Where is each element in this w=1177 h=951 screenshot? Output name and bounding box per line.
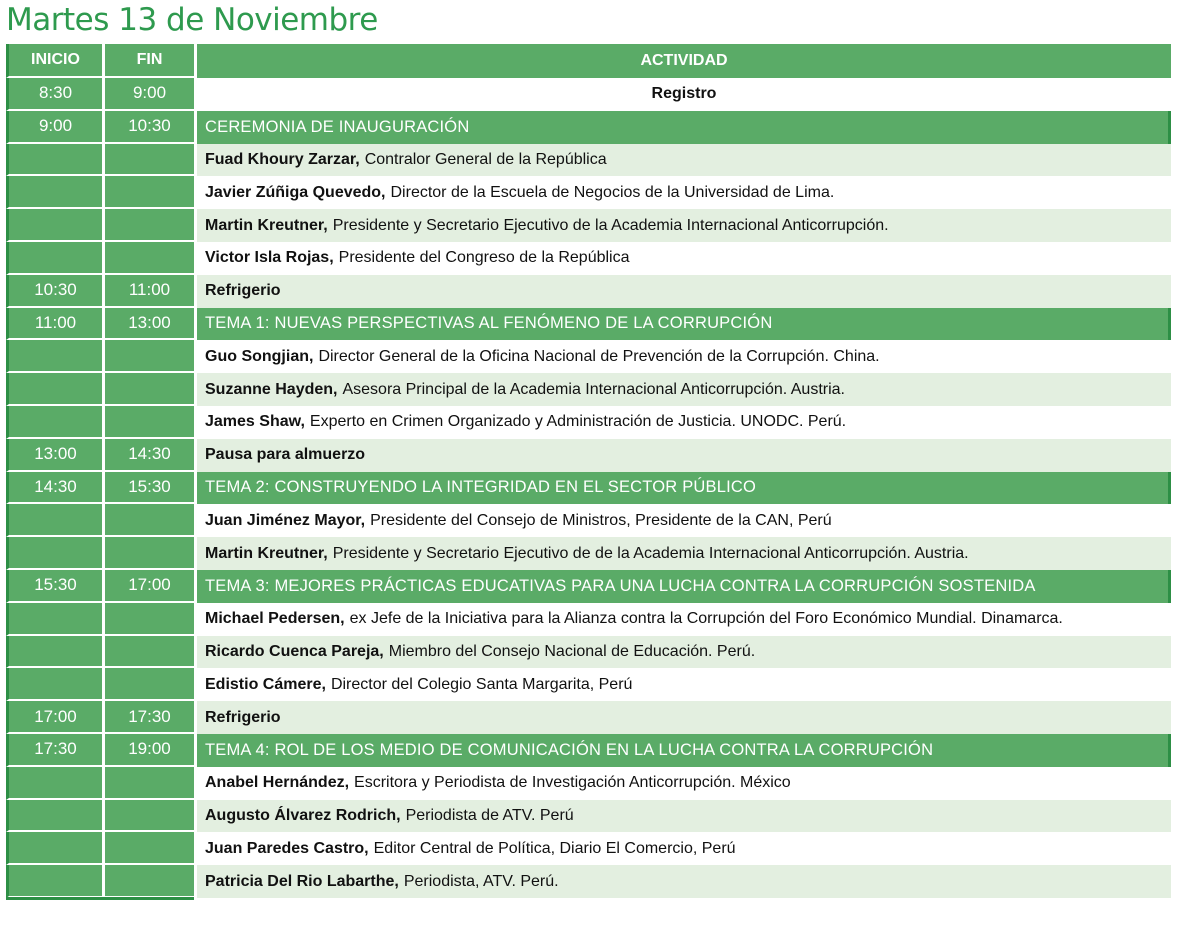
start-time: 8:30 — [6, 78, 102, 111]
speaker-row — [6, 340, 1171, 373]
activity-label: Refrigerio — [205, 708, 281, 726]
speaker-name: Edistio Cámere, — [205, 675, 326, 693]
start-time — [6, 767, 102, 800]
section-title: TEMA 4: ROL DE LOS MEDIO DE COMUNICACIÓN EN LA LUCHA CONTRA LA CORRUPCIÓN — [205, 740, 934, 759]
speaker-role: Presidente del Consejo de Ministros, Presidente de la CAN, Perú — [370, 511, 832, 529]
start-time — [6, 832, 102, 865]
start-time — [6, 406, 102, 439]
speaker-row — [6, 242, 1171, 275]
speaker-name: Augusto Álvarez Rodrich, — [205, 806, 401, 824]
table-header — [6, 44, 1171, 78]
activity-cell — [197, 537, 1171, 570]
speaker-row — [6, 373, 1171, 406]
speaker-row — [6, 767, 1171, 800]
activity-label: Pausa para almuerzo — [205, 446, 366, 464]
speaker-row — [6, 209, 1171, 242]
activity-cell — [197, 603, 1171, 636]
activity-cell — [197, 144, 1171, 177]
speaker-name: Martin Kreutner, — [205, 216, 328, 234]
section-row — [6, 734, 1171, 767]
start-time — [6, 176, 102, 209]
activity-cell — [197, 209, 1171, 242]
activity-cell — [197, 800, 1171, 833]
start-time — [6, 209, 102, 242]
end-time — [102, 406, 197, 439]
end-time — [102, 504, 197, 537]
start-time — [6, 537, 102, 570]
end-time — [102, 668, 197, 701]
start-time — [6, 603, 102, 636]
activity-cell — [197, 340, 1171, 373]
speaker-role: Presidente y Secretario Ejecutivo de de la Academia Internacional Anticorrupción. Austria. — [332, 544, 969, 562]
activity-cell — [197, 242, 1171, 275]
speaker-row — [6, 144, 1171, 177]
table-bottom-border — [6, 897, 194, 900]
activity-cell — [197, 865, 1171, 898]
speaker-row — [6, 865, 1171, 898]
start-time — [6, 800, 102, 833]
end-time — [102, 340, 197, 373]
section-title: TEMA 1: NUEVAS PERSPECTIVAS AL FENÓMENO DE LA CORRUPCIÓN — [205, 314, 773, 333]
speaker-name: Patricia Del Rio Labarthe, — [205, 872, 399, 890]
section-row — [6, 111, 1171, 144]
end-time: 15:30 — [102, 472, 197, 505]
end-time: 11:00 — [102, 275, 197, 308]
activity-cell — [197, 275, 1171, 308]
end-time — [102, 144, 197, 177]
end-time: 17:00 — [102, 570, 197, 603]
activity-cell — [197, 504, 1171, 537]
agenda-row — [6, 78, 1171, 111]
start-time: 15:30 — [6, 570, 102, 603]
section-title: TEMA 2: CONSTRUYENDO LA INTEGRIDAD EN EL SECTOR PÚBLICO — [205, 478, 757, 497]
agenda-table — [6, 44, 1171, 898]
activity-cell — [197, 832, 1171, 865]
speaker-role: Miembro del Consejo Nacional de Educación. Perú. — [388, 642, 756, 660]
speaker-role: Periodista, ATV. Perú. — [403, 872, 559, 890]
speaker-row — [6, 537, 1171, 570]
start-time — [6, 144, 102, 177]
start-time — [6, 865, 102, 898]
activity-cell — [197, 472, 1171, 505]
speaker-role: Director del Colegio Santa Margarita, Perú — [330, 675, 633, 693]
activity-cell — [197, 668, 1171, 701]
speaker-name: Michael Pedersen, — [205, 610, 345, 628]
start-time: 17:30 — [6, 734, 102, 767]
table-body — [6, 78, 1171, 898]
speaker-row — [6, 668, 1171, 701]
speaker-name: Juan Jiménez Mayor, — [205, 511, 366, 529]
activity-cell — [197, 176, 1171, 209]
section-row — [6, 570, 1171, 603]
speaker-role: Contralor General de la República — [364, 150, 607, 168]
speaker-role: Presidente y Secretario Ejecutivo de la Academia Internacional Anticorrupción. — [332, 216, 889, 234]
start-time: 9:00 — [6, 111, 102, 144]
start-time — [6, 373, 102, 406]
speaker-row — [6, 406, 1171, 439]
speaker-name: Victor Isla Rojas, — [205, 249, 334, 267]
start-time: 13:00 — [6, 439, 102, 472]
speaker-name: Martin Kreutner, — [205, 544, 328, 562]
end-time — [102, 800, 197, 833]
end-time: 14:30 — [102, 439, 197, 472]
start-time — [6, 636, 102, 669]
speaker-name: Anabel Hernández, — [205, 774, 350, 792]
start-time: 10:30 — [6, 275, 102, 308]
speaker-role: Presidente del Congreso de la República — [338, 249, 630, 267]
agenda-row — [6, 275, 1171, 308]
activity-label: Refrigerio — [205, 282, 281, 300]
speaker-role: Editor Central de Política, Diario El Comercio, Perú — [373, 839, 736, 857]
end-time: 19:00 — [102, 734, 197, 767]
speaker-role: ex Jefe de la Iniciativa para la Alianza contra la Corrupción del Foro Económico Mundial. Dinamarca. — [349, 610, 1063, 628]
activity-cell — [197, 734, 1171, 767]
end-time: 10:30 — [102, 111, 197, 144]
end-time — [102, 209, 197, 242]
end-time: 9:00 — [102, 78, 197, 111]
section-title: CEREMONIA DE INAUGURACIÓN — [205, 117, 470, 136]
speaker-role: Experto en Crimen Organizado y Administración de Justicia. UNODC. Perú. — [309, 413, 847, 431]
speaker-row — [6, 832, 1171, 865]
activity-cell — [197, 406, 1171, 439]
end-time — [102, 865, 197, 898]
activity-cell — [197, 439, 1171, 472]
end-time: 17:30 — [102, 701, 197, 734]
speaker-row — [6, 504, 1171, 537]
end-time — [102, 603, 197, 636]
end-time — [102, 767, 197, 800]
speaker-row — [6, 176, 1171, 209]
end-time — [102, 636, 197, 669]
start-time — [6, 668, 102, 701]
start-time: 17:00 — [6, 701, 102, 734]
speaker-role: Director General de la Oficina Nacional de Prevención de la Corrupción. China. — [318, 347, 880, 365]
speaker-name: Javier Zúñiga Quevedo, — [205, 183, 386, 201]
start-time — [6, 340, 102, 373]
start-time — [6, 242, 102, 275]
agenda-row — [6, 701, 1171, 734]
speaker-role: Asesora Principal de la Academia Internacional Anticorrupción. Austria. — [342, 380, 845, 398]
speaker-name: Fuad Khoury Zarzar, — [205, 150, 360, 168]
activity-label: Registro — [651, 85, 717, 103]
start-time: 14:30 — [6, 472, 102, 505]
activity-cell — [197, 701, 1171, 734]
header-activity: ACTIVIDAD — [197, 44, 1171, 78]
end-time — [102, 373, 197, 406]
speaker-name: James Shaw, — [205, 413, 305, 431]
speaker-role: Director de la Escuela de Negocios de la Universidad de Lima. — [390, 183, 835, 201]
speaker-name: Suzanne Hayden, — [205, 380, 338, 398]
section-title: TEMA 3: MEJORES PRÁCTICAS EDUCATIVAS PARA UNA LUCHA CONTRA LA CORRUPCIÓN SOSTENIDA — [205, 576, 1036, 595]
activity-cell — [197, 767, 1171, 800]
speaker-row — [6, 800, 1171, 833]
activity-cell — [197, 373, 1171, 406]
end-time — [102, 176, 197, 209]
speaker-role: Escritora y Periodista de Investigación Anticorrupción. México — [354, 774, 791, 792]
speaker-name: Ricardo Cuenca Pareja, — [205, 642, 384, 660]
activity-cell — [197, 636, 1171, 669]
speaker-role: Periodista de ATV. Perú — [405, 806, 574, 824]
end-time — [102, 242, 197, 275]
agenda-row — [6, 439, 1171, 472]
section-row — [6, 308, 1171, 341]
end-time: 13:00 — [102, 308, 197, 341]
start-time: 11:00 — [6, 308, 102, 341]
activity-cell — [197, 78, 1171, 111]
speaker-name: Juan Paredes Castro, — [205, 839, 369, 857]
header-end: FIN — [102, 44, 197, 78]
activity-cell — [197, 570, 1171, 603]
speaker-row — [6, 636, 1171, 669]
header-start: INICIO — [6, 44, 102, 78]
speaker-row — [6, 603, 1171, 636]
page-title: Martes 13 de Noviembre — [6, 2, 378, 38]
end-time — [102, 832, 197, 865]
start-time — [6, 504, 102, 537]
end-time — [102, 537, 197, 570]
section-row — [6, 472, 1171, 505]
speaker-name: Guo Songjian, — [205, 347, 314, 365]
activity-cell — [197, 308, 1171, 341]
activity-cell — [197, 111, 1171, 144]
